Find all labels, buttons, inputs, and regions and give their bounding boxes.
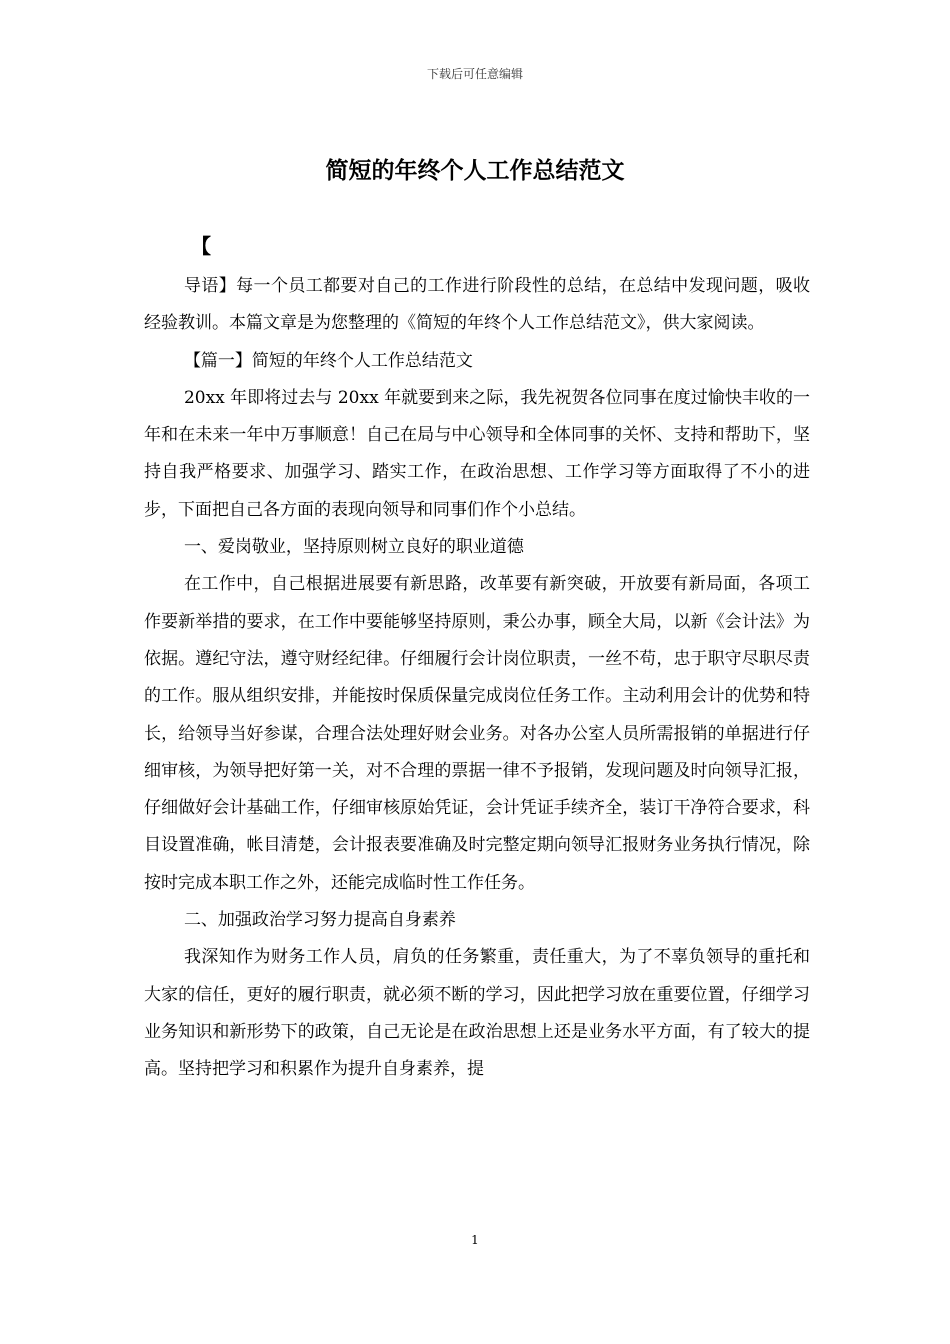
paragraph-section-1: 在工作中，自己根据进展要有新思路，改革要有新突破，开放要有新局面，各项工作要新举措的要求，在工作中要能够坚持原则，秉公办事，顾全大局，以新《会计法》为依据。遵纪守法，遵守财经纪律。仔细履行会计岗位职责，一丝不苟，忠于职守尽职尽责的工作。服从组织安排，并能按时保质保量完成岗位任务工作。主动利用会计的优势和特长，给领导当好参谋，合理合法处理好财会业务。对各办公室人员所需报销的单据进行仔细审核，为领导把好第一关，对不合理的票据一律不予报销，发现问题及时向领导汇报，仔细做好会计基础工作，仔细审核原始凭证，会计凭证手续齐全，装订干净符合要求，科目设置准确，帐目清楚，会计报表要准确及时完整定期向领导汇报财务业务执行情况，除按时完成本职工作之外，还能完成临时性工作任务。: [144, 574, 810, 893]
document-body: [144, 228, 810, 1089]
paragraph-opening: 20xx 年即将过去与 20xx 年就要到来之际，我先祝贺各位同事在度过愉快丰收的一年和在未来一年中万事顺意！自己在局与中心领导和全体同事的关怀、支持和帮助下，坚持自我严格要求、加强学习、踏实工作，在政治思想、工作学习等方面取得了不小的进步，下面把自己各方面的表现向领导和同事们作个小总结。: [144, 387, 810, 520]
section-heading-2: 二、加强政治学习努力提高自身素养: [183, 910, 456, 931]
section-heading-1: 一、爱岗敬业，坚持原则树立良好的职业道德: [183, 537, 524, 558]
page-header: 下载后可任意编辑: [426, 67, 523, 81]
page-number: 1: [471, 1233, 479, 1247]
paragraph-intro: 导语】每一个员工都要对自己的工作进行阶段性的总结，在总结中发现问题，吸收经验教训。本篇文章是为您整理的《简短的年终个人工作总结范文》，供大家阅读。: [144, 276, 810, 334]
opening-bracket: 【: [191, 234, 211, 258]
paragraph-section-2: 我深知作为财务工作人员，肩负的任务繁重，责任重大，为了不辜负领导的重托和大家的信任，更好的履行职责，就必须不断的学习，因此把学习放在重要位置，仔细学习业务知识和新形势下的政策，自己无论是在政治思想上还是业务水平方面，有了较大的提高。坚持把学习和积累作为提升自身素养，提: [144, 947, 810, 1080]
section-heading-part-one: 【篇一】简短的年终个人工作总结范文: [183, 350, 473, 371]
document-title: 简短的年终个人工作总结范文: [325, 157, 625, 184]
